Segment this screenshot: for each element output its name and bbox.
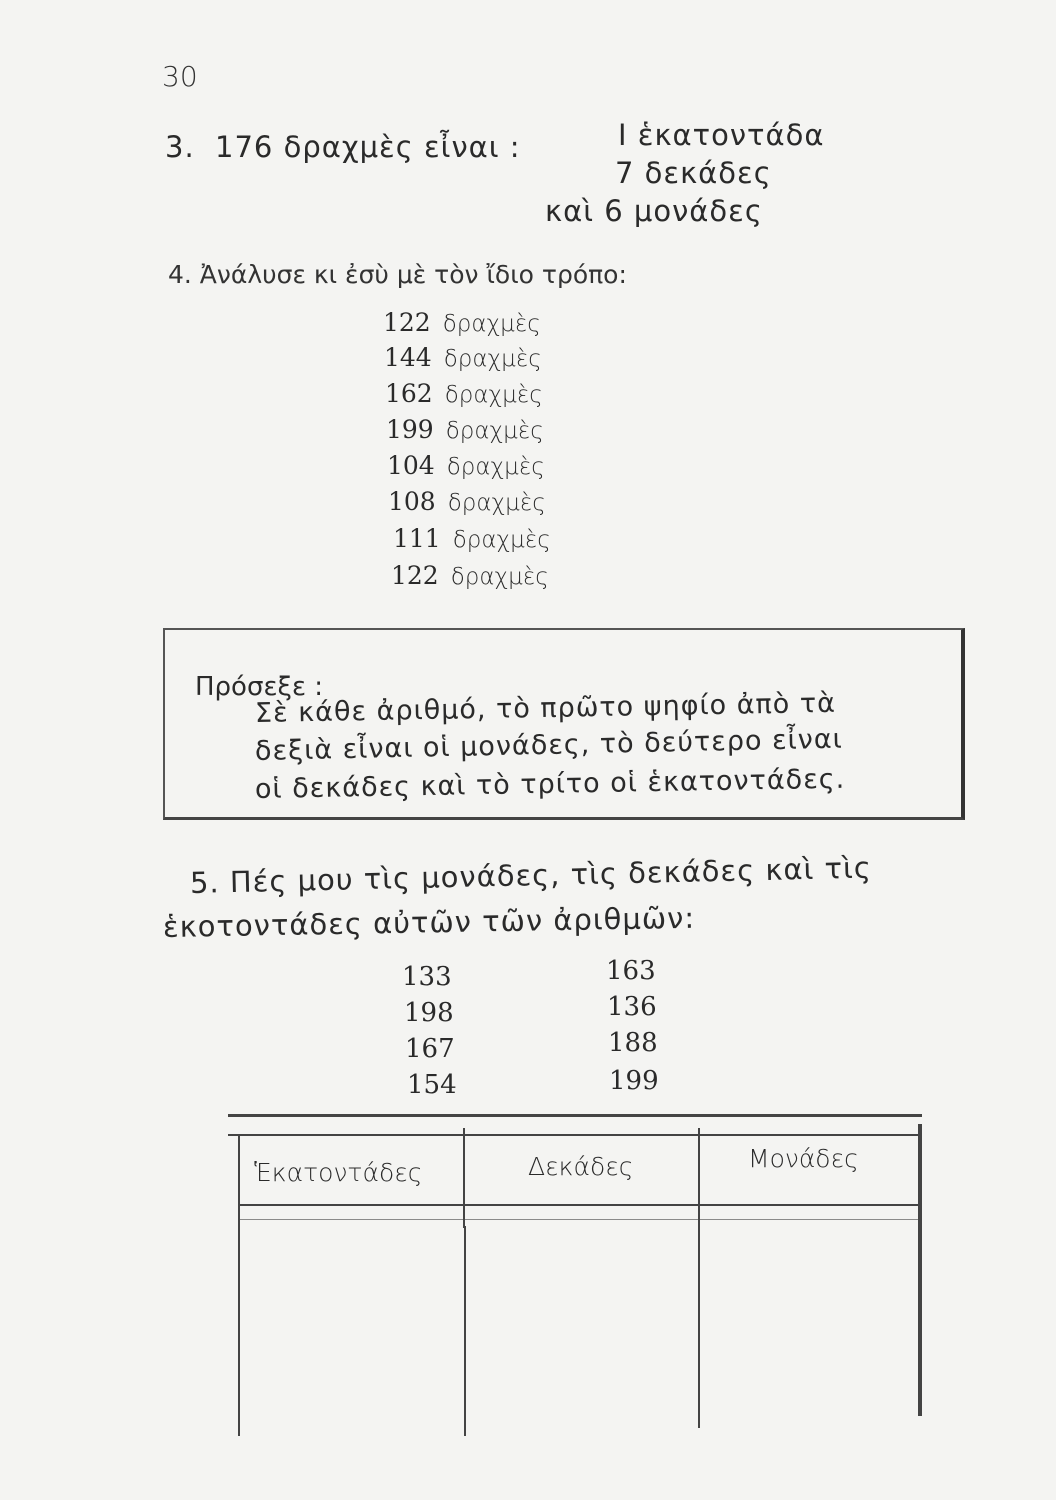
- number-left-column: 198: [404, 998, 454, 1028]
- number-left-column: 133: [402, 962, 452, 992]
- table-right-border: [918, 1124, 922, 1416]
- table-header-separator: [240, 1204, 920, 1206]
- amount-number: 144: [384, 343, 432, 372]
- table-header-units: Μονάδες: [748, 1144, 859, 1173]
- amount-unit: δραχμὲς: [452, 527, 551, 553]
- table-top-border-inner: [228, 1134, 922, 1136]
- note-line: Σὲ κάθε ἀριθμό, τὸ πρῶτο ψηφίο ἀπὸ τὰ: [254, 687, 837, 729]
- note-line: δεξιὰ εἶναι οἱ μονάδες, τὸ δεύτερο εἶναι: [254, 723, 844, 767]
- exercise-3-hundreds: Ι ἑκατοντάδα: [618, 118, 825, 152]
- amount-number: 199: [386, 415, 434, 444]
- table-divider-2: [698, 1128, 700, 1428]
- exercise-5-heading-line-2: ἑκοτοντάδες αὐτῶν τῶν ἀριθμῶν:: [162, 900, 696, 944]
- table-header-separator-inner: [240, 1219, 920, 1220]
- number-right-column: 163: [606, 956, 656, 986]
- amount-number: 122: [383, 308, 431, 337]
- exercise-4-heading: 4. Ἀνάλυσε κι ἐσὺ μὲ τὸν ἴδιο τρόπο:: [168, 260, 627, 289]
- number-right-column: 188: [608, 1028, 658, 1058]
- amount-number: 111: [393, 524, 441, 553]
- amount-item: [383, 308, 541, 337]
- amount-number: 108: [388, 487, 436, 516]
- amount-number: 104: [387, 451, 435, 480]
- amount-item: [386, 415, 544, 444]
- amount-unit: δραχμὲς: [447, 490, 546, 516]
- table-divider-1: [464, 1226, 466, 1436]
- note-title: Πρόσεξε :: [195, 672, 324, 702]
- table-divider-1-head: [463, 1128, 465, 1228]
- amount-unit: δραχμὲς: [445, 418, 544, 444]
- amount-item: [391, 561, 549, 590]
- exercise-3-units: καὶ 6 μονάδες: [545, 194, 763, 228]
- amount-item: [384, 343, 542, 372]
- amount-unit: δραχμὲς: [446, 454, 545, 480]
- table-header-tens: Δεκάδες: [528, 1152, 634, 1181]
- amount-unit: δραχμὲς: [442, 311, 541, 337]
- exercise-5-heading-line-1: 5. Πές μου τὶς μονάδες, τὶς δεκάδες καὶ τὶς: [189, 850, 873, 900]
- amount-unit: δραχμὲς: [444, 382, 543, 408]
- table-top-border: [228, 1114, 922, 1117]
- page-number: 30: [162, 60, 198, 93]
- amount-unit: δραχμὲς: [443, 346, 542, 372]
- number-left-column: 167: [405, 1034, 455, 1064]
- number-right-column: 136: [607, 992, 657, 1022]
- amount-item: [385, 379, 543, 408]
- amount-number: 122: [391, 561, 439, 590]
- amount-item: [393, 524, 551, 553]
- note-line: οἱ δεκάδες καὶ τὸ τρίτο οἱ ἑκατοντάδες.: [254, 763, 846, 805]
- number-right-column: 199: [609, 1066, 659, 1096]
- exercise-3-statement: 176 δραχμὲς εἶναι :: [215, 130, 521, 164]
- place-value-table: [228, 1114, 922, 1444]
- exercise-3-number: 3.: [165, 130, 195, 164]
- exercise-3-tens: 7 δεκάδες: [615, 156, 772, 190]
- table-header-hundreds: Ἑκατοντάδες: [254, 1158, 423, 1187]
- amount-item: [387, 451, 545, 480]
- table-left-border: [238, 1136, 240, 1436]
- amount-item: [388, 487, 546, 516]
- amount-unit: δραχμὲς: [450, 564, 549, 590]
- amount-number: 162: [385, 379, 433, 408]
- number-left-column: 154: [407, 1070, 457, 1100]
